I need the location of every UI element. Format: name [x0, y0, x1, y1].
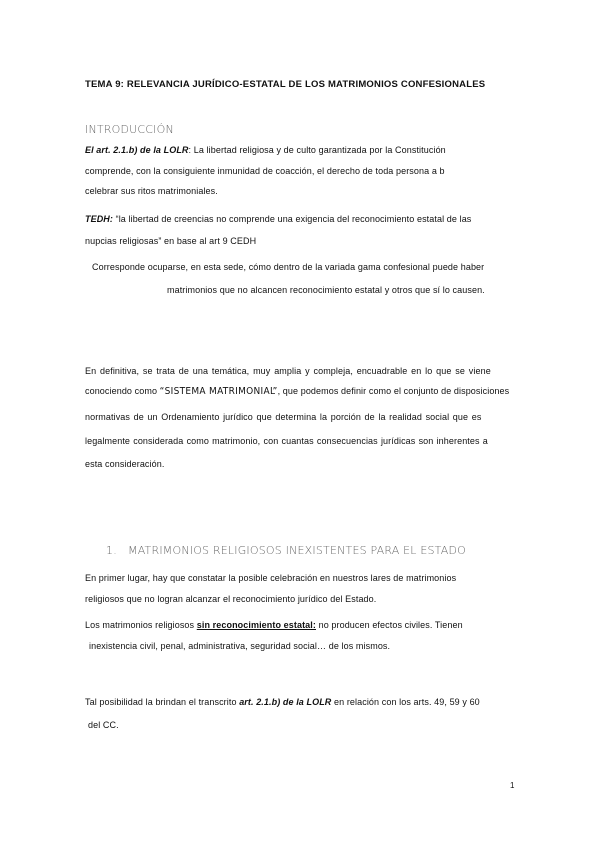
tedh-text: “la libertad de creencias no comprende una exigencia del reconocimiento estatal de las [113, 214, 472, 224]
lolr-paragraph-line1 [85, 145, 446, 155]
p3-text-2: en relación con los arts. 49, 59 y 60 [331, 697, 480, 707]
definitiva-text-2: , que podemos definir como el conjunto de disposiciones [277, 386, 510, 396]
section1-heading [106, 544, 466, 557]
lolr-paragraph-line3: celebrar sus ritos matrimoniales. [85, 186, 218, 196]
tedh-paragraph-line1 [85, 214, 471, 224]
sistema-matrimonial-term: “SISTEMA MATRIMONIAL” [159, 386, 278, 397]
section1-number: 1. [106, 544, 117, 557]
p2-text-2: no producen efectos civiles. Tienen [315, 620, 463, 630]
section1-p3-line1 [85, 697, 480, 707]
section1-p1-line1: En primer lugar, hay que constatar la posible celebración en nuestros lares de matrimonios [85, 573, 457, 583]
corresponde-line2: matrimonios que no alcancen reconocimiento estatal y otros que sí lo causen. [167, 285, 485, 295]
p3-text: Tal posibilidad la brindan el transcrito [85, 697, 240, 707]
corresponde-line1: Corresponde ocuparse, en esta sede, cómo dentro de la variada gama confesional puede haber [92, 262, 485, 272]
lolr-text: : La libertad religiosa y de culto garantizada por la Constitución [188, 145, 446, 155]
definitiva-line5: esta consideración. [85, 459, 165, 469]
definitiva-text: conociendo como [85, 386, 160, 396]
intro-heading: INTRODUCCIÓN [85, 123, 174, 136]
definitiva-line4: legalmente considerada como matrimonio, con cuantas consecuencias jurídicas son inherentes a [85, 436, 488, 446]
definitiva-line1: En definitiva, se trata de una temática, muy amplia y compleja, encuadrable en lo que se viene [85, 366, 491, 376]
definitiva-line3: normativas de un Ordenamiento jurídico que determina la porción de la realidad social que es [85, 412, 482, 422]
tedh-reference: TEDH: [85, 214, 113, 224]
lolr-reference: El art. 2.1.b) de la LOLR [85, 145, 189, 155]
document-title: TEMA 9: RELEVANCIA JURÍDICO-ESTATAL DE LOS MATRIMONIOS CONFESIONALES [85, 79, 486, 90]
lolr-paragraph-line2: comprende, con la consiguiente inmunidad de coacción, el derecho de toda persona a b [85, 166, 445, 176]
definitiva-line2 [85, 386, 509, 397]
sin-reconocimiento-term: sin reconocimiento estatal: [196, 620, 316, 630]
section1-title: MATRIMONIOS RELIGIOSOS INEXISTENTES PARA EL ESTADO [128, 544, 466, 557]
lolr-reference-2: art. 2.1.b) de la LOLR [239, 697, 332, 707]
section1-p1-line2: religiosos que no logran alcanzar el reconocimiento jurídico del Estado. [85, 594, 377, 604]
p2-text: Los matrimonios religiosos [85, 620, 197, 630]
section1-p2-line1 [85, 620, 463, 630]
section1-p3-line2: del CC. [88, 720, 119, 730]
page-number: 1 [510, 781, 515, 790]
section1-p2-line2: inexistencia civil, penal, administrativa, seguridad social… de los mismos. [89, 641, 391, 651]
tedh-paragraph-line2: nupcias religiosas” en base al art 9 CEDH [85, 236, 257, 246]
